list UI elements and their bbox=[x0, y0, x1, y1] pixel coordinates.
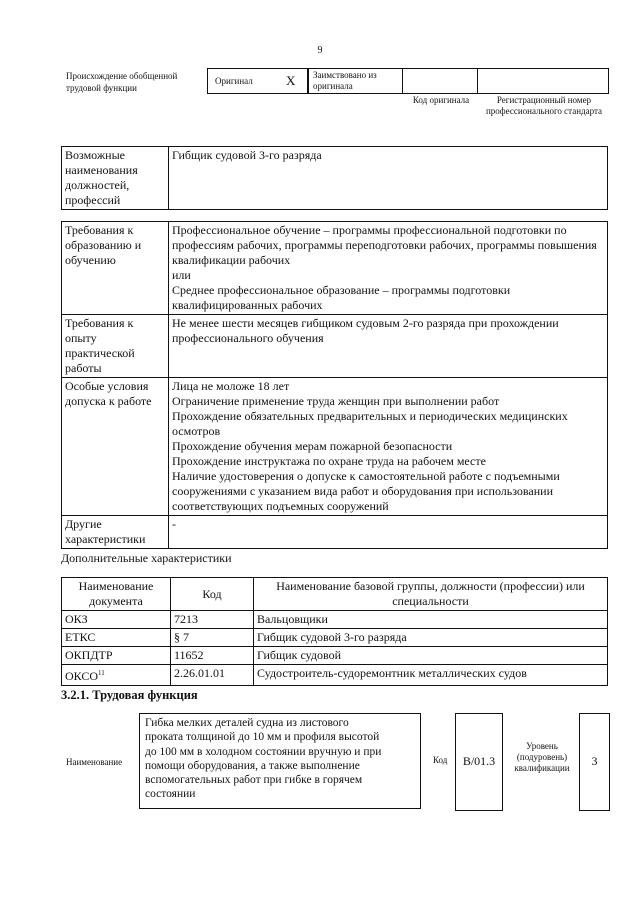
function-code-box bbox=[455, 713, 503, 811]
requirements-label: Требования к опыту практической работы bbox=[62, 315, 169, 378]
requirements-label: Другие характеристики bbox=[62, 516, 169, 549]
function-name-label: Наименование bbox=[66, 757, 123, 767]
additional-header-code: Код bbox=[171, 578, 254, 611]
requirements-label: Особые условия допуска к работе bbox=[62, 378, 169, 516]
requirements-row bbox=[62, 378, 608, 516]
positions-label: Возможные наименования должностей, профессий bbox=[62, 147, 169, 210]
requirements-line: Профессиональное обучение – программы профессиональной подготовки по профессиям рабочих, программы переподготовки рабочих, программы повышения квалификации рабочих bbox=[172, 223, 597, 267]
function-name-line: состоянии bbox=[145, 788, 196, 801]
requirements-row bbox=[62, 222, 608, 315]
requirements-row bbox=[62, 315, 608, 378]
additional-row bbox=[62, 665, 608, 686]
function-name-box bbox=[139, 713, 421, 809]
additional-name: Судостроитель-судоремонтник металлических судов bbox=[254, 665, 608, 686]
additional-name: Гибщик судовой 3-го разряда bbox=[254, 629, 608, 647]
origin-borrowed-cell bbox=[307, 68, 403, 94]
requirements-line: или bbox=[172, 268, 191, 282]
positions-table bbox=[61, 146, 608, 210]
function-level-label: Уровень (подуровень) квалификации bbox=[514, 741, 570, 773]
additional-doc-text: ОКСО bbox=[65, 669, 99, 683]
function-heading: 3.2.1. Трудовая функция bbox=[61, 688, 198, 702]
additional-name: Гибщик судовой bbox=[254, 647, 608, 665]
function-code-label: Код bbox=[433, 755, 448, 765]
function-name-line: вспомогательных работ при гибке в горячем bbox=[145, 774, 363, 787]
additional-header-doc: Наименование документа bbox=[62, 578, 171, 611]
requirements-line: Наличие удостоверения о допуске к самостоятельной работе с подъемными сооружениями с указанием вида работ и оборудования при использовании соответствующих подъемных сооружений bbox=[172, 469, 560, 513]
additional-doc-footnote: 11 bbox=[98, 669, 105, 677]
additional-doc bbox=[62, 647, 171, 665]
additional-code: § 7 bbox=[171, 629, 254, 647]
additional-doc bbox=[62, 629, 171, 647]
origin-regnum-caption: Регистрационный номер профессионального стандарта bbox=[485, 95, 603, 116]
origin-code-cell bbox=[402, 68, 478, 94]
origin-code-caption: Код оригинала bbox=[412, 95, 470, 105]
origin-original-mark: X bbox=[286, 73, 296, 88]
requirements-line: Прохождение обязательных предварительных и периодических медицинских осмотров bbox=[172, 409, 568, 438]
function-name-line: до 100 мм в холодном состоянии вручную и при bbox=[145, 745, 382, 758]
additional-title: Дополнительные характеристики bbox=[61, 551, 232, 565]
requirements-value bbox=[169, 378, 608, 516]
origin-original-cell bbox=[207, 68, 309, 94]
function-name-line: проката толщиной до 10 мм и профиля высотой bbox=[145, 731, 380, 744]
origin-borrowed-label: Заимствовано из оригинала bbox=[313, 70, 377, 91]
additional-table bbox=[61, 577, 608, 686]
requirements-line: Ограничение применение труда женщин при выполнении работ bbox=[172, 394, 500, 408]
function-level-box bbox=[579, 713, 610, 811]
requirements-value bbox=[169, 516, 608, 549]
additional-doc bbox=[62, 611, 171, 629]
requirements-label: Требования к образованию и обучению bbox=[62, 222, 169, 315]
additional-doc-text: ОКЗ bbox=[65, 612, 88, 626]
additional-code: 2.26.01.01 bbox=[171, 665, 254, 686]
additional-header-row bbox=[62, 578, 608, 611]
additional-row bbox=[62, 629, 608, 647]
origin-label: Происхождение обобщенной трудовой функции bbox=[66, 71, 178, 93]
additional-row bbox=[62, 611, 608, 629]
origin-regnum-cell bbox=[477, 68, 609, 94]
requirements-line: - bbox=[172, 517, 176, 531]
additional-code: 7213 bbox=[171, 611, 254, 629]
requirements-value bbox=[169, 315, 608, 378]
requirements-line: Прохождение инструктажа по охране труда на рабочем месте bbox=[172, 454, 486, 468]
additional-doc-text: ЕТКС bbox=[65, 630, 96, 644]
function-code-value: B/01.3 bbox=[462, 754, 496, 768]
function-name-line: Гибка мелких деталей судна из листового bbox=[145, 717, 349, 729]
additional-name: Вальцовщики bbox=[254, 611, 608, 629]
requirements-line: Лица не моложе 18 лет bbox=[172, 379, 290, 393]
positions-value: Гибщик судовой 3-го разряда bbox=[169, 147, 608, 210]
additional-row bbox=[62, 647, 608, 665]
page-number: 9 bbox=[317, 45, 323, 56]
additional-doc bbox=[62, 665, 171, 686]
requirements-row bbox=[62, 516, 608, 549]
requirements-line: Прохождение обучения мерам пожарной безопасности bbox=[172, 439, 453, 453]
additional-doc-text: ОКПДТР bbox=[65, 648, 113, 662]
origin-original-label: Оригинал bbox=[215, 76, 253, 86]
additional-header-name: Наименование базовой группы, должности (профессии) или специальности bbox=[254, 578, 608, 611]
requirements-line: Не менее шести месяцев гибщиком судовым 2-го разряда при прохождении профессионального обучения bbox=[172, 316, 559, 345]
requirements-table bbox=[61, 221, 608, 549]
requirements-line: Среднее профессиональное образование – программы подготовки квалифицированных рабочих bbox=[172, 283, 511, 312]
requirements-value bbox=[169, 222, 608, 315]
function-name-line: помощи оборудования, а также выполнение bbox=[145, 759, 360, 772]
function-level-value: 3 bbox=[591, 754, 598, 768]
additional-code: 11652 bbox=[171, 647, 254, 665]
